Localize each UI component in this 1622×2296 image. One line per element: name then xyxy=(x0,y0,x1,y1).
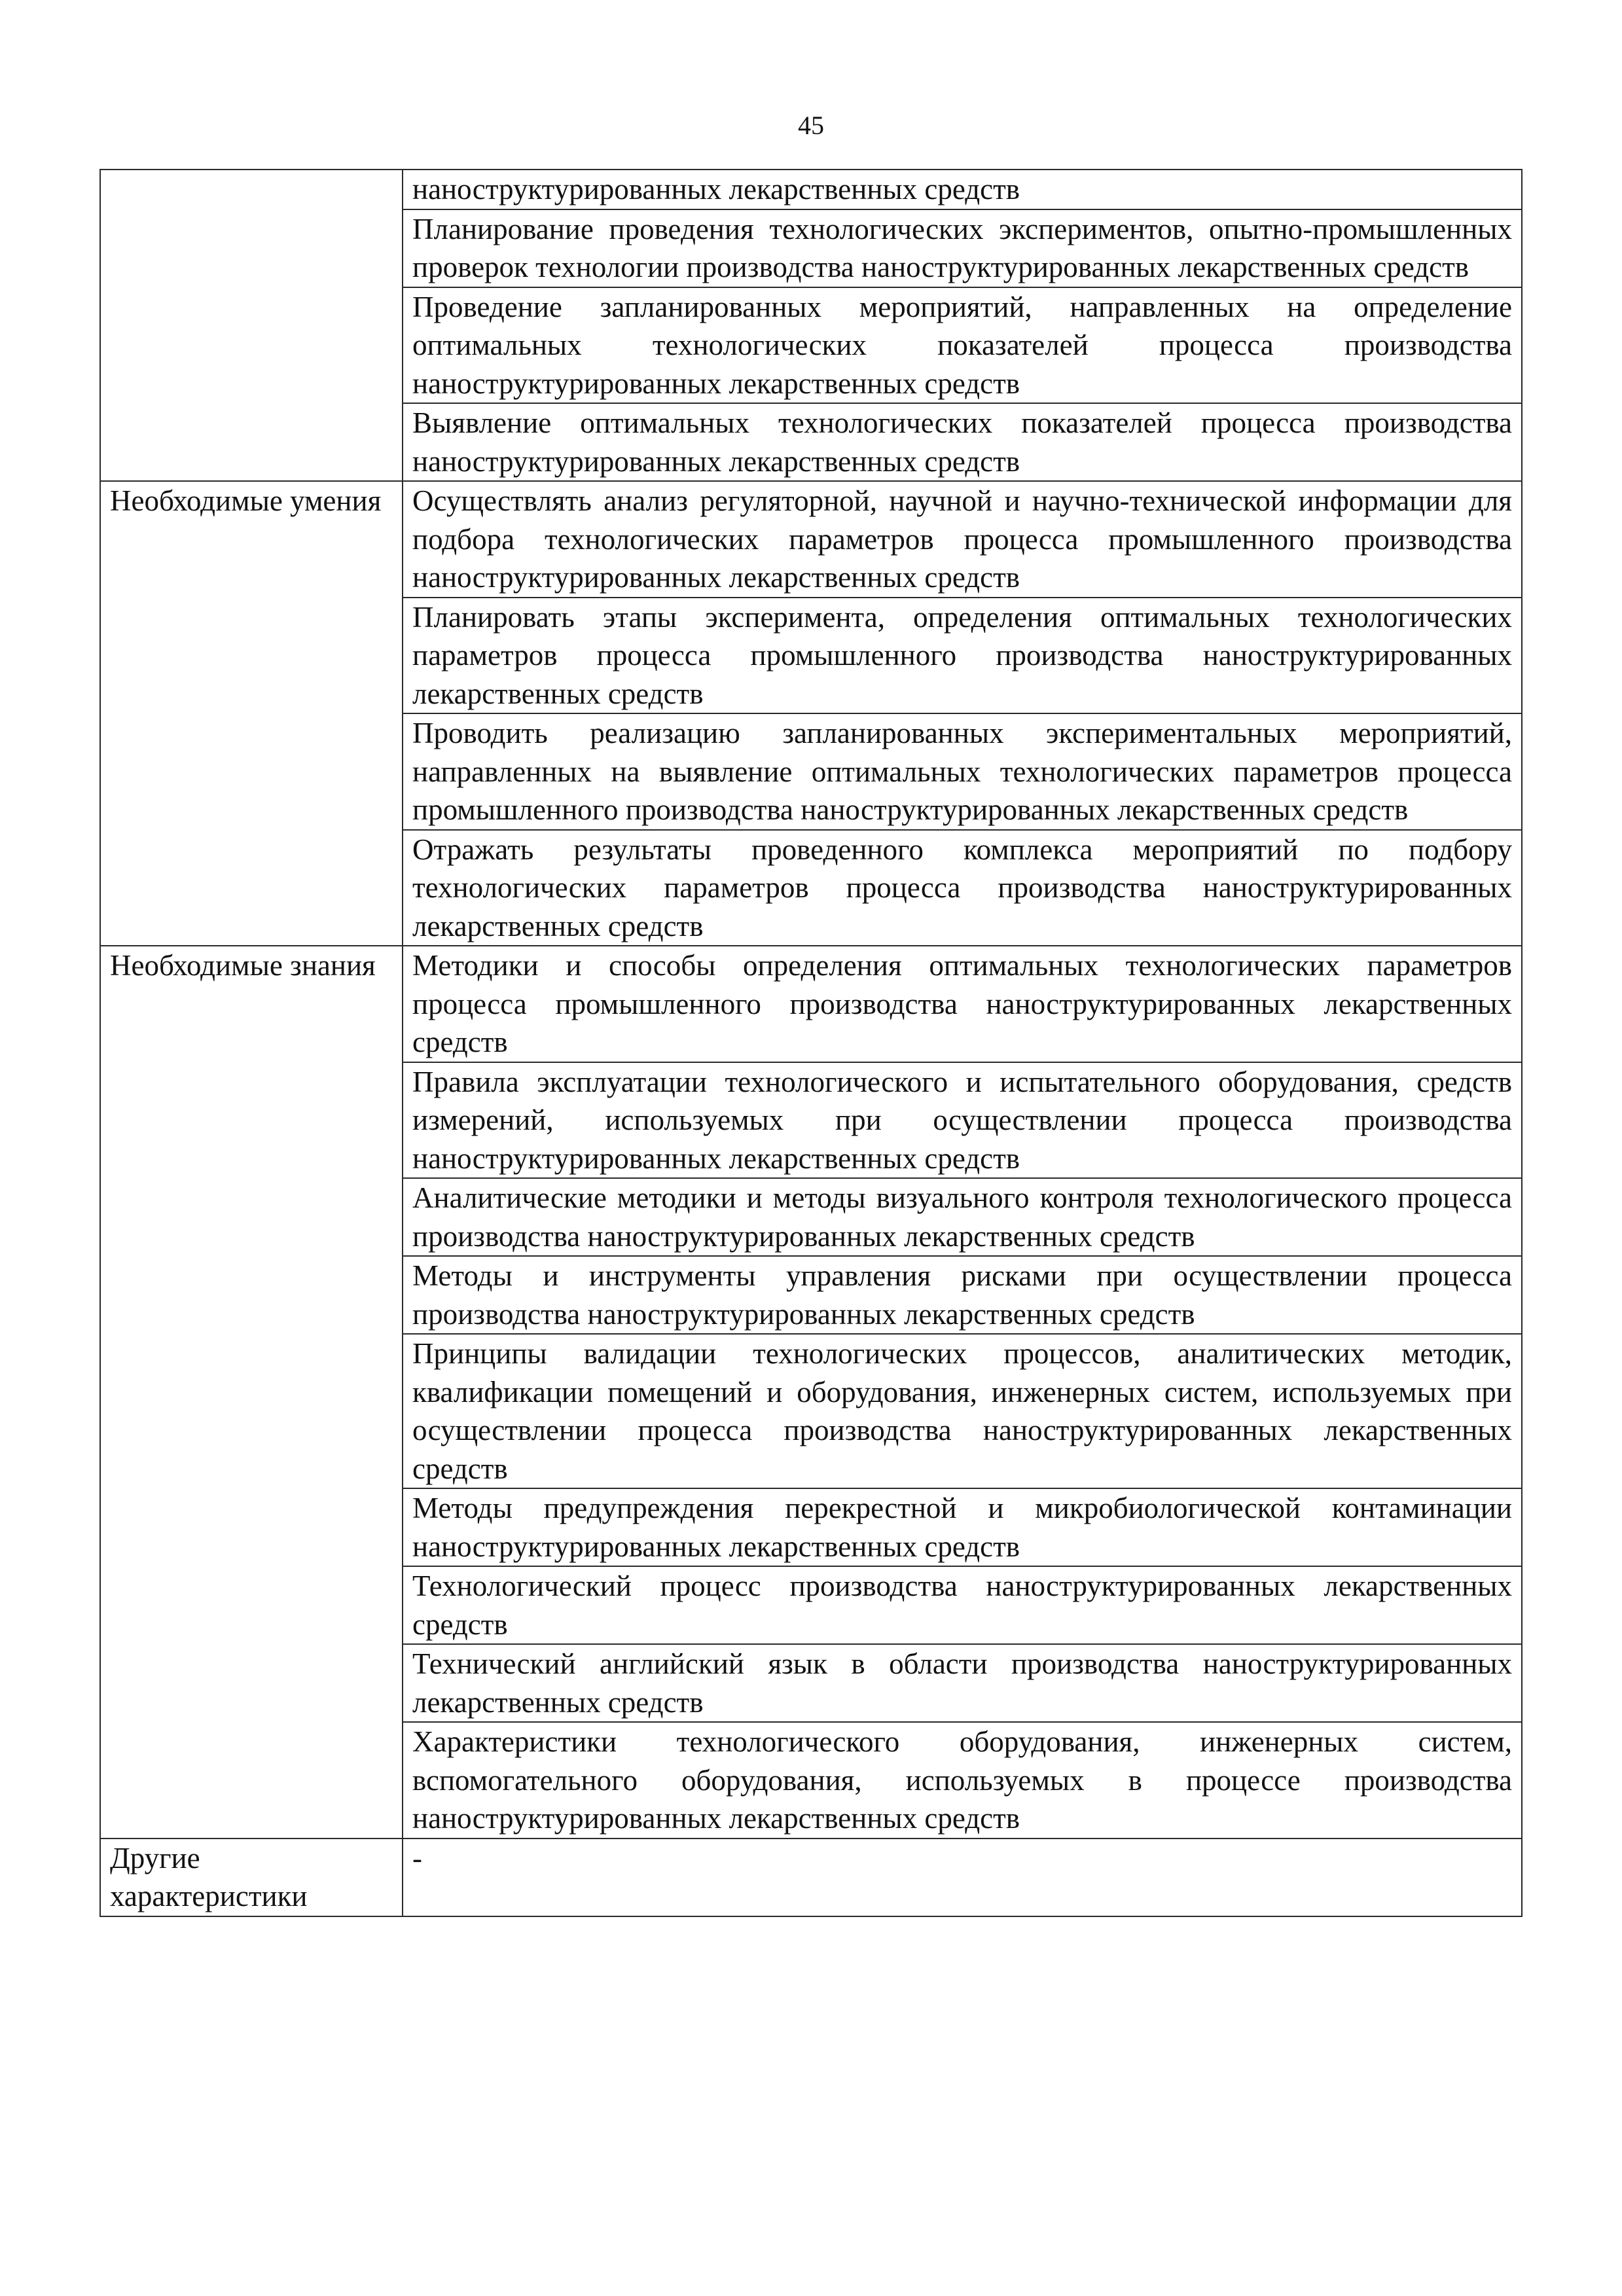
table-row xyxy=(100,1566,1522,1644)
empty-label-cell xyxy=(100,1178,403,1256)
empty-label-cell xyxy=(100,287,403,404)
empty-label-cell xyxy=(100,1256,403,1334)
empty-label-cell xyxy=(100,1722,403,1839)
knowledge-item: Аналитические методики и методы визуального контроля технологического процесса производства наноструктурированных лекарственных средств xyxy=(403,1178,1522,1256)
empty-label-cell xyxy=(100,403,403,481)
skill-item: Отражать результаты проведенного комплекса мероприятий по подбору технологических параметров процесса производства наноструктурированных лекарственных средств xyxy=(403,830,1522,946)
empty-label-cell xyxy=(100,1062,403,1179)
table-row xyxy=(100,1334,1522,1488)
empty-label-cell xyxy=(100,598,403,714)
table-row xyxy=(100,209,1522,287)
knowledge-item: Правила эксплуатации технологического и испытательного оборудования, средств измерений, используемых при осуществлении процесса производства наноструктурированных лекарственных средств xyxy=(403,1062,1522,1179)
continuation-item: Выявление оптимальных технологических показателей процесса производства наноструктурированных лекарственных средств xyxy=(403,403,1522,481)
empty-label-cell xyxy=(100,170,403,209)
other-label: Другие характеристики xyxy=(100,1839,403,1916)
empty-label-cell xyxy=(100,1644,403,1722)
empty-label-cell xyxy=(100,1488,403,1566)
table-row xyxy=(100,403,1522,481)
table-row xyxy=(100,1644,1522,1722)
table-row xyxy=(100,1839,1522,1916)
table-row xyxy=(100,946,1522,1062)
other-value: - xyxy=(403,1839,1522,1916)
table-row xyxy=(100,1488,1522,1566)
requirements-table xyxy=(99,169,1523,1917)
page-number: 45 xyxy=(798,111,824,140)
knowledge-item: Технологический процесс производства наноструктурированных лекарственных средств xyxy=(403,1566,1522,1644)
table-row xyxy=(100,287,1522,404)
skill-item: Проводить реализацию запланированных экспериментальных мероприятий, направленных на выявление оптимальных технологических параметров процесса промышленного производства наноструктурированных лекарственных средств xyxy=(403,713,1522,830)
knowledge-label: Необходимые знания xyxy=(100,946,403,1062)
table-row xyxy=(100,1178,1522,1256)
empty-label-cell xyxy=(100,209,403,287)
table-row xyxy=(100,598,1522,714)
knowledge-item: Методы и инструменты управления рисками при осуществлении процесса производства наноструктурированных лекарственных средств xyxy=(403,1256,1522,1334)
table-row xyxy=(100,1256,1522,1334)
knowledge-item: Методики и способы определения оптимальных технологических параметров процесса промышленного производства наноструктурированных лекарственных средств xyxy=(403,946,1522,1062)
continuation-item: Проведение запланированных мероприятий, направленных на определение оптимальных технологических показателей процесса производства наноструктурированных лекарственных средств xyxy=(403,287,1522,404)
empty-label-cell xyxy=(100,1566,403,1644)
empty-label-cell xyxy=(100,830,403,946)
empty-label-cell xyxy=(100,713,403,830)
continuation-item: Планирование проведения технологических экспериментов, опытно-промышленных проверок технологии производства наноструктурированных лекарственных средств xyxy=(403,209,1522,287)
knowledge-item: Принципы валидации технологических процессов, аналитических методик, квалификации помещений и оборудования, инженерных систем, используемых при осуществлении процесса производства наноструктурированных лекарственных средств xyxy=(403,1334,1522,1488)
table-row xyxy=(100,170,1522,209)
knowledge-item: Характеристики технологического оборудования, инженерных систем, вспомогательного оборудования, используемых в процессе производства наноструктурированных лекарственных средств xyxy=(403,1722,1522,1839)
skill-item: Осуществлять анализ регуляторной, научной и научно-технической информации для подбора технологических параметров процесса промышленного производства наноструктурированных лекарственных средств xyxy=(403,481,1522,598)
skills-label: Необходимые умения xyxy=(100,481,403,598)
table-row xyxy=(100,713,1522,830)
table-row xyxy=(100,1062,1522,1179)
table-row xyxy=(100,481,1522,598)
continuation-item: наноструктурированных лекарственных средств xyxy=(403,170,1522,209)
knowledge-item: Методы предупреждения перекрестной и микробиологической контаминации наноструктурированных лекарственных средств xyxy=(403,1488,1522,1566)
skill-item: Планировать этапы эксперимента, определения оптимальных технологических параметров процесса промышленного производства наноструктурированных лекарственных средств xyxy=(403,598,1522,714)
table-row xyxy=(100,1722,1522,1839)
table-row xyxy=(100,830,1522,946)
empty-label-cell xyxy=(100,1334,403,1488)
knowledge-item: Технический английский язык в области производства наноструктурированных лекарственных средств xyxy=(403,1644,1522,1722)
